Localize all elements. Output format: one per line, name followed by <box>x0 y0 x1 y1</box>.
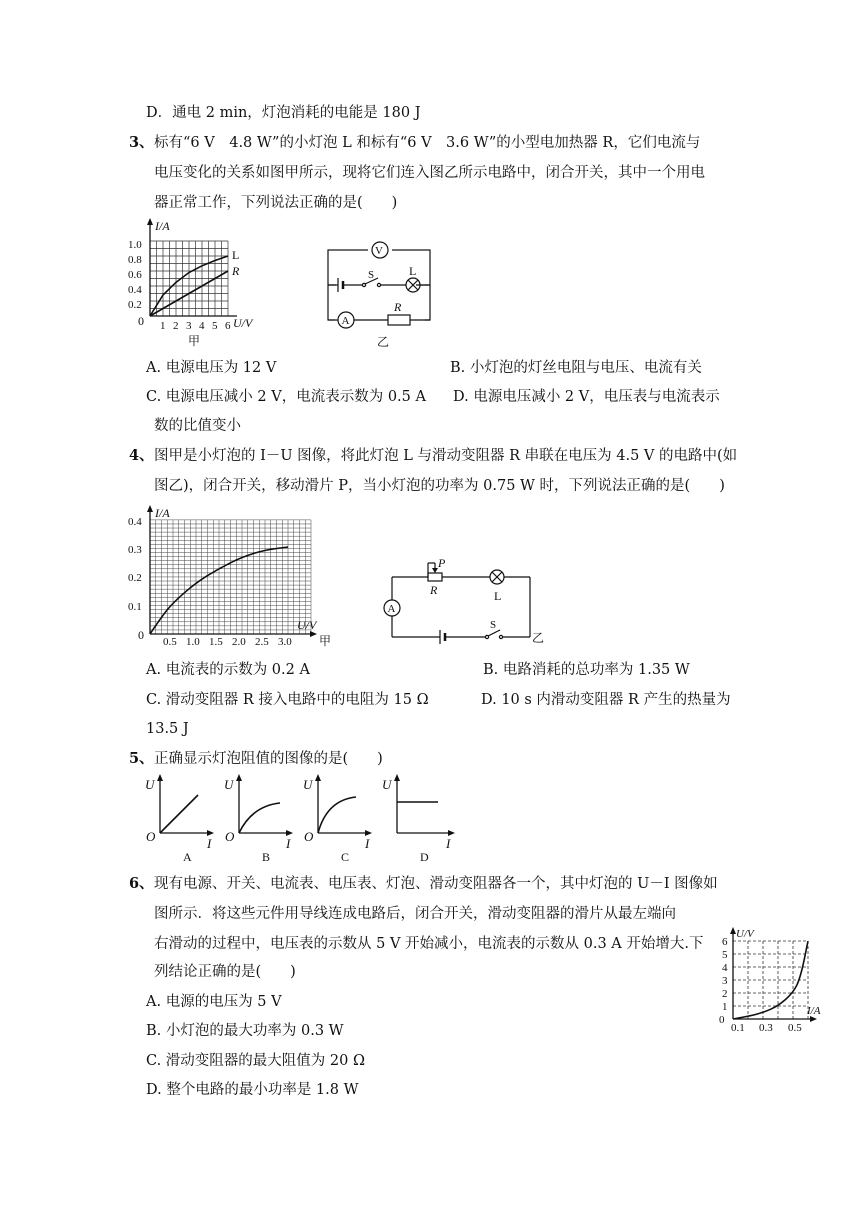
svg-text:U: U <box>224 777 234 792</box>
svg-text:V: V <box>375 245 383 257</box>
svg-text:A: A <box>341 315 350 327</box>
q5-stem: 正确显示灯泡阻值的图像的是( ) <box>154 751 383 767</box>
q3-chart-xtick: 6 <box>225 320 231 332</box>
q4-chart-xtick: 2.5 <box>255 636 269 648</box>
q3-chart-label-L: L <box>232 248 240 262</box>
svg-text:I: I <box>286 836 291 851</box>
svg-text:I: I <box>446 836 451 851</box>
q3-chart-ytick: 0.8 <box>128 254 142 266</box>
q4-chart-ytick: 0.2 <box>128 572 142 584</box>
svg-text:P: P <box>438 556 446 570</box>
q4-option-b: B. 电路消耗的总功率为 1.35 W <box>483 662 690 678</box>
svg-text:L: L <box>409 264 417 278</box>
q5-graph-b <box>222 773 297 865</box>
q3-circuit-caption: 乙 <box>377 335 390 349</box>
q6-stem-line3: 右滑动的过程中，电压表的示数从 5 V 开始减小，电流表的示数从 0.3 A 开始增大.下 <box>154 936 704 952</box>
q6-chart-yaxis-label: U/V <box>736 928 754 940</box>
q4-chart-jia <box>125 505 345 650</box>
q3-chart-jia <box>125 218 265 350</box>
q4-chart-ytick: 0.1 <box>128 601 142 613</box>
svg-text:A: A <box>183 850 192 864</box>
q3-chart-ytick: 1.0 <box>128 239 142 251</box>
q3-chart-yaxis-label: I/A <box>155 219 170 233</box>
q5-number: 5、 <box>129 750 154 767</box>
svg-text:D: D <box>420 850 429 864</box>
svg-text:C: C <box>341 850 350 864</box>
q6-chart <box>713 925 828 1035</box>
svg-text:S: S <box>368 269 375 281</box>
svg-text:B: B <box>262 850 271 864</box>
q3-chart-xtick: 2 <box>173 320 179 332</box>
q3-chart-ytick: 0.4 <box>128 284 142 296</box>
q4-stem-line1: 图甲是小灯泡的 I－U 图像，将此灯泡 L 与滑动变阻器 R 串联在电压为 4.5 V 的电路中(如 <box>154 448 738 464</box>
q4-number: 4、 <box>129 447 154 464</box>
svg-text:I: I <box>207 836 212 851</box>
q3-chart-xaxis-label: U/V <box>233 316 253 330</box>
q6-chart-ytick: 4 <box>722 962 728 974</box>
q4-chart-xtick: 1.5 <box>209 636 223 648</box>
svg-text:O: O <box>304 829 314 844</box>
q4-chart-yaxis-label: I/A <box>155 506 170 520</box>
q3-chart-origin: 0 <box>138 314 144 328</box>
q3-option-b: B. 小灯泡的灯丝电阻与电压、电流有关 <box>450 360 702 376</box>
q3-option-a: A. 电源电压为 12 V <box>146 360 277 376</box>
q3-chart-label-R: R <box>232 264 240 278</box>
q6-stem-line4: 列结论正确的是( ) <box>154 964 296 980</box>
q3-chart-xtick: 5 <box>212 320 218 332</box>
q4-option-d-cont: 13.5 J <box>146 721 189 737</box>
q3-option-d-cont: 数的比值变小 <box>154 418 241 434</box>
q3-option-d: D. 电源电压减小 2 V，电压表与电流表示 <box>453 389 720 405</box>
svg-text:R: R <box>394 300 402 314</box>
q5-graph-c <box>301 773 376 865</box>
q3-stem-line3: 器正常工作，下列说法正确的是( ) <box>154 195 398 211</box>
q4-chart-xtick: 2.0 <box>232 636 246 648</box>
q6-chart-ytick: 3 <box>722 975 728 987</box>
q4-chart-caption: 甲 <box>319 634 332 648</box>
q4-chart-ytick: 0.3 <box>128 544 142 556</box>
svg-text:A: A <box>387 603 396 615</box>
q4-circuit-yi <box>380 555 550 645</box>
q3-stem-line2: 电压变化的关系如图甲所示，现将它们连入图乙所示电路中，闭合开关，其中一个用电 <box>154 165 705 181</box>
q6-option-a: A. 电源的电压为 5 V <box>146 994 282 1010</box>
q5-graph-a <box>143 773 218 865</box>
svg-text:I: I <box>365 836 370 851</box>
q4-rheostat <box>428 573 442 581</box>
q3-option-c: C. 电源电压减小 2 V，电流表示数为 0.5 A <box>146 389 426 405</box>
svg-text:O: O <box>146 829 156 844</box>
q6-chart-ytick: 1 <box>722 1001 728 1013</box>
q4-chart-ytick: 0.4 <box>128 516 142 528</box>
svg-text:L: L <box>494 589 502 603</box>
svg-text:U: U <box>145 777 155 792</box>
q3-chart-xtick: 1 <box>160 320 166 332</box>
q3-chart-ytick: 0.6 <box>128 269 142 281</box>
q6-stem-line2: 图所示．将这些元件用导线连成电路后，闭合开关，滑动变阻器的滑片从最左端向 <box>154 906 676 922</box>
q6-chart-xaxis-label: I/A <box>807 1005 821 1017</box>
q4-chart-origin: 0 <box>138 628 144 642</box>
q6-option-d: D. 整个电路的最小功率是 1.8 W <box>146 1082 359 1098</box>
q3-number: 3、 <box>129 134 154 151</box>
q3-stem-line1: 标有“6 V 4.8 W”的小灯泡 L 和标有“6 V 3.6 W”的小型电加热器 R，它们电流与 <box>154 135 701 151</box>
q6-option-b: B. 小灯泡的最大功率为 0.3 W <box>146 1023 344 1039</box>
svg-text:O: O <box>225 829 235 844</box>
svg-text:R: R <box>430 583 438 597</box>
q3-chart-xtick: 3 <box>186 320 192 332</box>
q3-circuit-yi <box>320 238 440 350</box>
q6-chart-xtick: 0.5 <box>788 1022 802 1034</box>
q6-chart-origin: 0 <box>719 1014 725 1026</box>
q3-chart-xtick: 4 <box>199 320 205 332</box>
q4-chart-xtick: 3.0 <box>278 636 292 648</box>
q5-graph-d <box>380 773 460 865</box>
svg-text:U: U <box>382 777 392 792</box>
q6-number: 6、 <box>129 875 154 892</box>
q4-option-d: D. 10 s 内滑动变阻器 R 产生的热量为 <box>481 692 731 708</box>
q3-chart-caption: 甲 <box>188 334 201 348</box>
q2-option-d: D．通电 2 min，灯泡消耗的电能是 180 J <box>146 105 421 121</box>
q4-option-a: A. 电流表的示数为 0.2 A <box>146 662 310 678</box>
q6-chart-xtick: 0.1 <box>731 1022 745 1034</box>
svg-text:S: S <box>490 619 497 631</box>
svg-text:U: U <box>303 777 313 792</box>
q6-option-c: C. 滑动变阻器的最大阻值为 20 Ω <box>146 1053 365 1069</box>
q4-chart-xaxis-label: U/V <box>297 618 317 632</box>
q6-stem-line1: 现有电源、开关、电流表、电压表、灯泡、滑动变阻器各一个，其中灯泡的 U－I 图像如 <box>154 876 718 892</box>
q6-chart-ytick: 6 <box>722 936 728 948</box>
q4-circuit-caption: 乙 <box>532 631 545 645</box>
q4-chart-xtick: 1.0 <box>186 636 200 648</box>
q6-chart-xtick: 0.3 <box>759 1022 773 1034</box>
q6-chart-ytick: 5 <box>722 949 728 961</box>
q4-stem-line2: 图乙)，闭合开关，移动滑片 P，当小灯泡的功率为 0.75 W 时，下列说法正确的是( ) <box>154 478 725 494</box>
q4-chart-xtick: 0.5 <box>163 636 177 648</box>
q3-chart-ytick: 0.2 <box>128 299 142 311</box>
q6-chart-ytick: 2 <box>722 988 728 1000</box>
q4-option-c: C. 滑动变阻器 R 接入电路中的电阻为 15 Ω <box>146 692 429 708</box>
